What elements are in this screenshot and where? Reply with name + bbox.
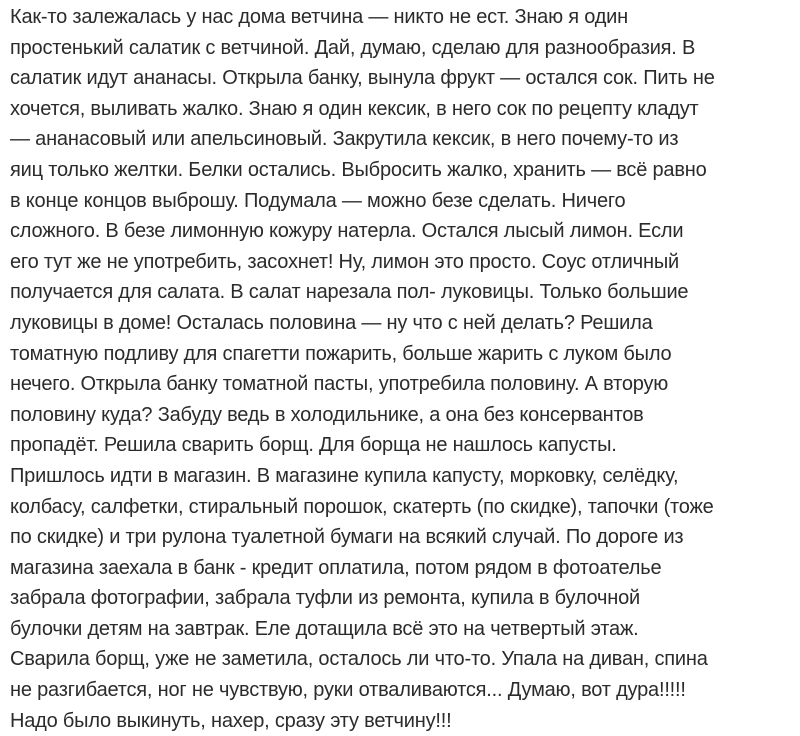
text-line: сложного. В безе лимонную кожуру натерла. Остался лысый лимон. Если [10,220,684,243]
text-line: яиц только желтки. Белки остались. Выбросить жалко, хранить — всё равно [10,158,707,181]
text-line: — ананасовый или апельсиновый. Закрутила кексик, в него почему-то из [10,128,679,151]
text-line: томатную подливу для спагетти пожарить, больше жарить с луком было [10,342,672,365]
text-line: простенький салатик с ветчиной. Дай, думаю, сделаю для разнообразия. В [10,36,696,59]
text-line: булочки детям на завтрак. Еле дотащила всё это на четвертый этаж. [10,617,639,640]
text-line: Пришлось идти в магазин. В магазине купила капусту, морковку, селёдку, [10,464,679,487]
text-line: получается для салата. В салат нарезала пол- луковицы. Только большие [10,281,689,304]
text-line: хочется, выливать жалко. Знаю я один кексик, в него сок по рецепту кладут [10,97,699,120]
text-line: в конце концов выброшу. Подумала — можно безе сделать. Ничего [10,189,626,212]
text-line: половину куда? Забуду ведь в холодильнике, а она без консервантов [10,403,644,426]
text-line: нечего. Открыла банку томатной пасты, употребила половину. А вторую [10,373,669,396]
post-text [10,2,786,736]
text-line: луковицы в доме! Осталась половина — ну что с ней делать? Решила [10,311,653,334]
text-line: Как-то залежалась у нас дома ветчина — никто не ест. Знаю я один [10,6,629,28]
text-line: по скидке) и три рулона туалетной бумаги на всякий случай. По дороге из [10,526,684,549]
text-line: его тут же не употребить, засохнет! Ну, лимон это просто. Соус отличный [10,250,679,273]
text-line: забрала фотографии, забрала туфли из ремонта, купила в булочной [10,587,640,610]
text-line: Надо было выкинуть, нахер, сразу эту ветчину!!! [10,709,452,732]
text-line: колбасу, салфетки, стиральный порошок, скатерть (по скидке), тапочки (тоже [10,495,714,518]
text-line: салатик идут ананасы. Открыла банку, вынула фрукт — остался сок. Пить не [10,67,715,90]
text-line: пропадёт. Решила сварить борщ. Для борща не нашлось капусты. [10,434,617,457]
text-line: не разгибается, ног не чувствую, руки отваливаются... Думаю, вот дура!!!!! [10,679,686,702]
text-line: магазина заехала в банк - кредит оплатила, потом рядом в фотоателье [10,556,662,579]
text-line: Сварила борщ, уже не заметила, осталось ли что-то. Упала на диван, спина [10,648,708,671]
